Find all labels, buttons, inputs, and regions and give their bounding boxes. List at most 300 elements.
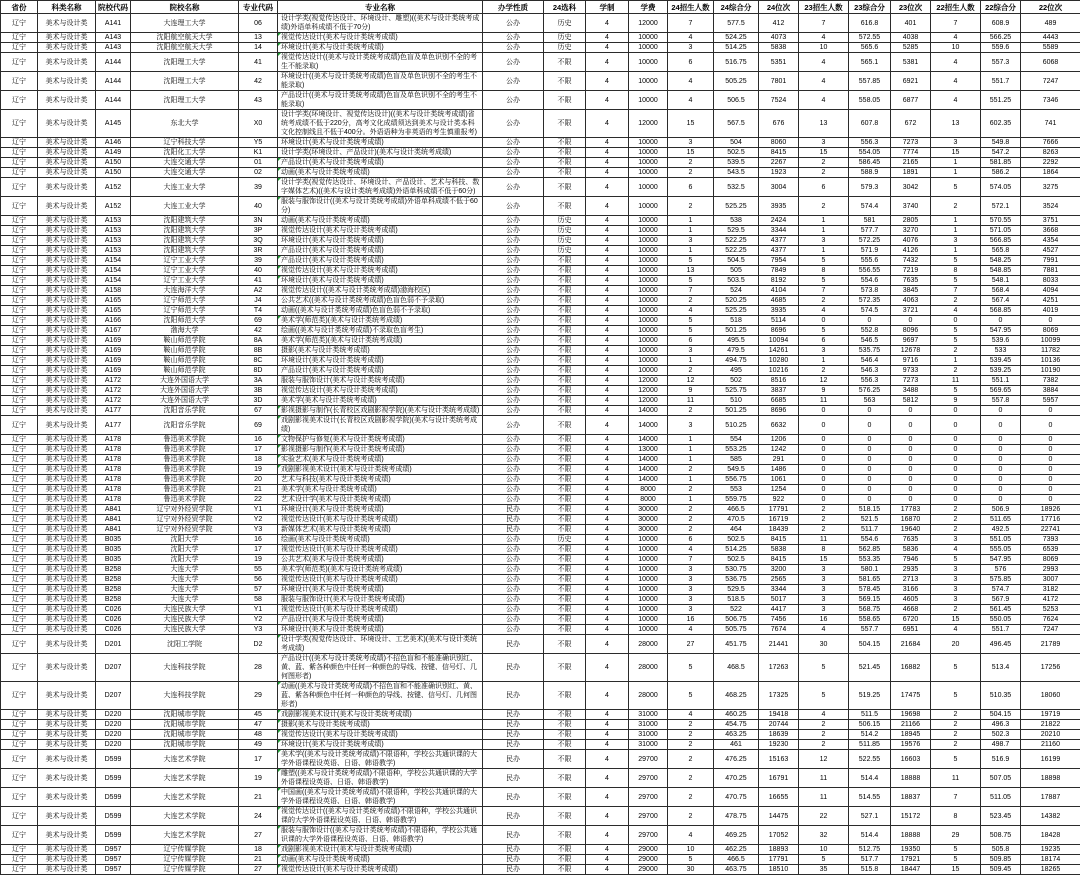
cell: 570.55 — [981, 216, 1021, 226]
cell: 美术与设计类 — [38, 336, 96, 346]
cell: 美术与设计类 — [38, 396, 96, 406]
cell: 12 — [799, 376, 849, 386]
cell: 27 — [668, 635, 714, 654]
cell: A150 — [96, 158, 131, 168]
cell: 0 — [981, 445, 1021, 455]
major-name-cell: 产品设计(美术与设计类统考成绩) — [278, 246, 483, 256]
cell: A178 — [96, 485, 131, 495]
cell: 5 — [668, 654, 714, 682]
cell: 8C — [239, 356, 278, 366]
major-name-cell: 雕塑((美术与设计类统考成绩)不限语种，学校公共通识课的大学外语课程设英语、日语、韩语教学) — [278, 769, 483, 788]
cell: 2 — [931, 710, 981, 720]
cell: A149 — [96, 148, 131, 158]
cell: 508.75 — [981, 826, 1021, 845]
cell: 15 — [799, 148, 849, 158]
cell: 6720 — [891, 615, 931, 625]
major-name-cell: 摄影(美术与设计类统考成绩) — [278, 346, 483, 356]
cell: 沈阳建筑大学 — [131, 246, 239, 256]
cell: 2 — [668, 525, 714, 535]
cell: A143 — [96, 33, 131, 43]
cell: 7635 — [891, 535, 931, 545]
cell: 2 — [668, 750, 714, 769]
cell: 504.15 — [981, 710, 1021, 720]
cell: 7954 — [759, 256, 799, 266]
cell: 521.5 — [849, 515, 891, 525]
cell: 3 — [668, 565, 714, 575]
cell: 美术与设计类 — [38, 565, 96, 575]
cell: 16791 — [759, 769, 799, 788]
cell: 2935 — [891, 565, 931, 575]
cell: 30 — [668, 865, 714, 875]
cell: 15 — [931, 148, 981, 158]
cell: 民办 — [483, 710, 544, 720]
cell: 不限 — [544, 148, 586, 158]
cell: 512.75 — [849, 845, 891, 855]
cell: 557.85 — [849, 72, 891, 91]
cell: 578.45 — [849, 585, 891, 595]
cell: 18265 — [1021, 865, 1080, 875]
cell: 8263 — [1021, 148, 1080, 158]
cell: 504 — [714, 138, 759, 148]
cell: 0 — [981, 465, 1021, 475]
cell: 41 — [239, 276, 278, 286]
cell: 4 — [586, 455, 629, 465]
cell: 0 — [849, 465, 891, 475]
cell: 公办 — [483, 495, 544, 505]
cell: 4 — [586, 356, 629, 366]
cell: 4605 — [891, 595, 931, 605]
cell: 美术与设计类 — [38, 43, 96, 53]
cell: 10 — [799, 845, 849, 855]
cell: 10000 — [629, 256, 668, 266]
cell: 21 — [239, 788, 278, 807]
cell: 4 — [586, 435, 629, 445]
cell: 2 — [931, 720, 981, 730]
cell: 14000 — [629, 475, 668, 485]
cell: 495.5 — [714, 336, 759, 346]
cell: 公办 — [483, 475, 544, 485]
cell: 561.45 — [981, 605, 1021, 615]
cell: 3845 — [891, 286, 931, 296]
cell: 5957 — [1021, 396, 1080, 406]
cell: 13000 — [629, 445, 668, 455]
cell: 535.75 — [849, 346, 891, 356]
cell: 7774 — [891, 148, 931, 158]
cell: 18428 — [1021, 826, 1080, 845]
cell: 大连民族大学 — [131, 625, 239, 635]
cell: 462.25 — [714, 845, 759, 855]
cell: 4 — [586, 266, 629, 276]
cell: 7 — [931, 286, 981, 296]
cell: 历史 — [544, 33, 586, 43]
major-name-cell: 美术学(师范类)(美术与设计类统考成绩) — [278, 565, 483, 575]
cell: 3 — [799, 595, 849, 605]
table-row — [1, 148, 1080, 158]
cell: 576.25 — [849, 386, 891, 396]
cell: 辽宁 — [1, 336, 38, 346]
cell: 507.05 — [981, 769, 1021, 788]
cell: 588.9 — [849, 168, 891, 178]
cell: 不限 — [544, 750, 586, 769]
cell: 571.05 — [981, 226, 1021, 236]
table-row — [1, 296, 1080, 306]
cell: 10000 — [629, 286, 668, 296]
cell: 21166 — [891, 720, 931, 730]
cell: 0 — [849, 485, 891, 495]
cell: 2 — [668, 740, 714, 750]
column-header: 23位次 — [891, 1, 931, 14]
cell: 18510 — [759, 865, 799, 875]
cell: 4 — [586, 43, 629, 53]
cell: 0 — [1021, 316, 1080, 326]
cell: 2292 — [1021, 158, 1080, 168]
cell: 556.3 — [849, 138, 891, 148]
cell: 大连大学 — [131, 565, 239, 575]
cell: 公办 — [483, 226, 544, 236]
cell: 498.7 — [981, 740, 1021, 750]
cell: 19350 — [891, 845, 931, 855]
cell: 0 — [799, 416, 849, 435]
cell: 不限 — [544, 505, 586, 515]
cell: 美术与设计类 — [38, 465, 96, 475]
cell: 574.7 — [981, 585, 1021, 595]
cell: 0 — [891, 455, 931, 465]
major-name-cell: 戏剧影视美术设计(美术与设计类统考成绩) — [278, 845, 483, 855]
cell: 14000 — [629, 455, 668, 465]
cell: 2 — [799, 730, 849, 740]
cell: 6 — [668, 53, 714, 72]
table-header-row — [1, 1, 1080, 14]
cell: 16 — [799, 615, 849, 625]
cell: 6539 — [1021, 545, 1080, 555]
cell: 0 — [931, 465, 981, 475]
cell: 不限 — [544, 256, 586, 266]
cell: 4 — [586, 386, 629, 396]
cell: A177 — [96, 416, 131, 435]
cell: 10000 — [629, 138, 668, 148]
cell: 辽宁 — [1, 682, 38, 710]
cell: 15 — [799, 555, 849, 565]
column-header: 23综合分 — [849, 1, 891, 14]
cell: 公办 — [483, 336, 544, 346]
table-row — [1, 416, 1080, 435]
cell: 19 — [239, 465, 278, 475]
cell: 518 — [714, 316, 759, 326]
cell: 美术与设计类 — [38, 515, 96, 525]
cell: 15 — [668, 110, 714, 138]
cell: 4 — [586, 720, 629, 730]
cell: 4 — [668, 306, 714, 316]
cell: 5 — [668, 326, 714, 336]
cell: 4685 — [759, 296, 799, 306]
cell: 辽宁 — [1, 158, 38, 168]
cell: 辽宁对外经贸学院 — [131, 525, 239, 535]
cell: 4 — [586, 138, 629, 148]
major-name-cell: 产品设计(美术与设计类统考成绩) — [278, 256, 483, 266]
cell: 463.25 — [714, 730, 759, 740]
cell: D201 — [96, 635, 131, 654]
cell: 1891 — [891, 168, 931, 178]
cell: 4073 — [759, 33, 799, 43]
cell-corner-marker-icon — [278, 740, 281, 743]
cell: 4 — [586, 197, 629, 216]
column-header: 学制 — [586, 1, 629, 14]
cell: 7 — [931, 14, 981, 33]
table-row — [1, 615, 1080, 625]
cell: 18888 — [891, 769, 931, 788]
cell: 29700 — [629, 750, 668, 769]
cell: 2 — [931, 346, 981, 356]
cell: 4 — [586, 545, 629, 555]
cell: 557.8 — [981, 396, 1021, 406]
cell: 辽宁 — [1, 306, 38, 316]
cell: 不限 — [544, 386, 586, 396]
cell: 沈阳航空航天大学 — [131, 43, 239, 53]
cell: 0 — [1021, 485, 1080, 495]
cell: 547.95 — [981, 555, 1021, 565]
cell: 1 — [668, 475, 714, 485]
cell: 18447 — [891, 865, 931, 875]
cell: 渤海大学 — [131, 326, 239, 336]
cell: 559.6 — [981, 43, 1021, 53]
cell: 17475 — [891, 682, 931, 710]
cell: 美术与设计类 — [38, 158, 96, 168]
cell: 505.25 — [714, 72, 759, 91]
cell: 29000 — [629, 845, 668, 855]
cell: 鲁迅美术学院 — [131, 485, 239, 495]
cell: 10000 — [629, 555, 668, 565]
cell: 7801 — [759, 72, 799, 91]
cell: D2 — [239, 635, 278, 654]
cell: 美术与设计类 — [38, 416, 96, 435]
cell: 鲁迅美术学院 — [131, 475, 239, 485]
cell: 12000 — [629, 396, 668, 406]
cell: 572.1 — [981, 197, 1021, 216]
cell: 美术与设计类 — [38, 246, 96, 256]
cell: 4 — [586, 750, 629, 769]
cell: 美术与设计类 — [38, 625, 96, 635]
cell-corner-marker-icon — [278, 807, 281, 810]
cell: 美术与设计类 — [38, 197, 96, 216]
cell: 不限 — [544, 625, 586, 635]
cell: 鞍山师范学院 — [131, 366, 239, 376]
cell: 民办 — [483, 769, 544, 788]
cell: 7 — [799, 14, 849, 33]
cell: 2 — [799, 740, 849, 750]
cell-corner-marker-icon — [278, 788, 281, 791]
cell: 29000 — [629, 855, 668, 865]
cell: 不限 — [544, 855, 586, 865]
cell: 15172 — [891, 807, 931, 826]
cell: 美术与设计类 — [38, 286, 96, 296]
cell: 21822 — [1021, 720, 1080, 730]
cell: 美术与设计类 — [38, 826, 96, 845]
cell: 4 — [586, 416, 629, 435]
cell: 0 — [1021, 455, 1080, 465]
cell: 506.9 — [981, 505, 1021, 515]
cell: 506.5 — [714, 91, 759, 110]
cell: 616.8 — [849, 14, 891, 33]
cell: 不限 — [544, 845, 586, 855]
cell: 510.25 — [714, 416, 759, 435]
cell: A154 — [96, 266, 131, 276]
cell: 10000 — [629, 168, 668, 178]
cell: 511.65 — [981, 515, 1021, 525]
cell: 514.25 — [714, 545, 759, 555]
cell: 3344 — [759, 585, 799, 595]
cell: 47 — [239, 720, 278, 730]
cell: 17263 — [759, 654, 799, 682]
cell-corner-marker-icon — [278, 53, 281, 56]
cell: 3D — [239, 396, 278, 406]
cell: 辽宁 — [1, 485, 38, 495]
cell: 沈阳理工大学 — [131, 72, 239, 91]
table-row — [1, 535, 1080, 545]
cell: 辽宁传媒学院 — [131, 865, 239, 875]
cell: 31000 — [629, 740, 668, 750]
cell: 8 — [931, 266, 981, 276]
cell: 3R — [239, 246, 278, 256]
cell: 4377 — [759, 246, 799, 256]
cell: 496.3 — [981, 720, 1021, 730]
cell: 6685 — [759, 396, 799, 406]
cell: 大连交通大学 — [131, 158, 239, 168]
cell: 不限 — [544, 740, 586, 750]
cell: 4 — [586, 495, 629, 505]
cell: 15 — [668, 148, 714, 158]
cell: 辽宁 — [1, 625, 38, 635]
cell: 3200 — [759, 565, 799, 575]
cell: 529.5 — [714, 585, 759, 595]
cell: 5 — [668, 316, 714, 326]
cell: 470.75 — [714, 788, 759, 807]
cell: 美术与设计类 — [38, 14, 96, 33]
cell: 0 — [849, 316, 891, 326]
major-name-cell: 动画((美术与设计类统考成绩)不招色盲和不能准确识别红、黄、蓝、紫各种颜色中任何一种颜色的导线、按键、信号灯、几何图形者) — [278, 682, 483, 710]
cell: 美术与设计类 — [38, 53, 96, 72]
cell: 567.9 — [981, 595, 1021, 605]
cell: 4251 — [1021, 296, 1080, 306]
cell: 公办 — [483, 246, 544, 256]
cell: 7382 — [1021, 376, 1080, 386]
cell: 辽宁 — [1, 396, 38, 406]
cell-corner-marker-icon — [278, 158, 281, 161]
cell: 18 — [239, 845, 278, 855]
major-name-cell: 动画(美术与设计类统考成绩) — [278, 168, 483, 178]
cell: 8000 — [629, 485, 668, 495]
table-row — [1, 682, 1080, 710]
cell: 18888 — [891, 826, 931, 845]
column-header: 22招生人数 — [931, 1, 981, 14]
cell: 35 — [799, 865, 849, 875]
cell: 0 — [1021, 495, 1080, 505]
cell: 3N — [239, 216, 278, 226]
cell: A2 — [239, 286, 278, 296]
cell: 辽宁对外经贸学院 — [131, 505, 239, 515]
cell: 美术与设计类 — [38, 435, 96, 445]
table-row — [1, 168, 1080, 178]
cell: 567.4 — [981, 296, 1021, 306]
cell-corner-marker-icon — [278, 316, 281, 319]
cell: 3 — [668, 43, 714, 53]
cell: 504.15 — [849, 635, 891, 654]
cell: 1 — [668, 226, 714, 236]
cell: 558.65 — [849, 615, 891, 625]
cell: 19 — [239, 769, 278, 788]
cell: 不限 — [544, 730, 586, 740]
cell: 2 — [931, 740, 981, 750]
cell: 5838 — [759, 43, 799, 53]
cell: 8D — [239, 366, 278, 376]
cell: 7635 — [891, 276, 931, 286]
cell: 不限 — [544, 138, 586, 148]
cell: 17783 — [891, 505, 931, 515]
cell: 民办 — [483, 750, 544, 769]
cell: 公办 — [483, 43, 544, 53]
cell: 4 — [586, 346, 629, 356]
cell: 10000 — [629, 565, 668, 575]
major-name-cell: 新媒体艺术(美术与设计类统考成绩) — [278, 525, 483, 535]
cell: 辽宁 — [1, 366, 38, 376]
cell: 2 — [668, 485, 714, 495]
cell: 沈阳建筑大学 — [131, 236, 239, 246]
cell: 公办 — [483, 276, 544, 286]
cell: 1486 — [759, 465, 799, 475]
cell: 5 — [799, 682, 849, 710]
cell: 沈阳大学 — [131, 555, 239, 565]
cell: 19230 — [759, 740, 799, 750]
cell: 511.5 — [849, 710, 891, 720]
cell: 13 — [239, 33, 278, 43]
cell: B258 — [96, 585, 131, 595]
cell: 8 — [931, 807, 981, 826]
table-row — [1, 197, 1080, 216]
cell: 沈阳建筑大学 — [131, 226, 239, 236]
cell: 29700 — [629, 826, 668, 845]
cell: 公办 — [483, 416, 544, 435]
cell: 辽宁科技大学 — [131, 138, 239, 148]
cell: 公办 — [483, 465, 544, 475]
cell: 东北大学 — [131, 110, 239, 138]
cell: 502 — [714, 376, 759, 386]
cell: 10000 — [629, 595, 668, 605]
cell-corner-marker-icon — [278, 855, 281, 858]
cell: 532.5 — [714, 178, 759, 197]
cell: 辽宁 — [1, 386, 38, 396]
column-header: 省份 — [1, 1, 38, 14]
cell: Y2 — [239, 515, 278, 525]
cell: 2 — [931, 505, 981, 515]
cell: D220 — [96, 710, 131, 720]
cell: 0 — [931, 495, 981, 505]
table-row — [1, 276, 1080, 286]
cell: 13 — [668, 266, 714, 276]
cell: 辽宁 — [1, 615, 38, 625]
cell: 575.85 — [981, 575, 1021, 585]
cell: 14000 — [629, 465, 668, 475]
cell: 美术与设计类 — [38, 505, 96, 515]
cell: 不限 — [544, 635, 586, 654]
cell: 505 — [714, 266, 759, 276]
cell: 不限 — [544, 585, 586, 595]
cell: 520.25 — [714, 296, 759, 306]
cell: 2 — [799, 168, 849, 178]
cell: 741 — [1021, 110, 1080, 138]
cell: 7346 — [1021, 91, 1080, 110]
cell: 公办 — [483, 485, 544, 495]
cell: 505.75 — [714, 625, 759, 635]
cell: 4126 — [891, 246, 931, 256]
